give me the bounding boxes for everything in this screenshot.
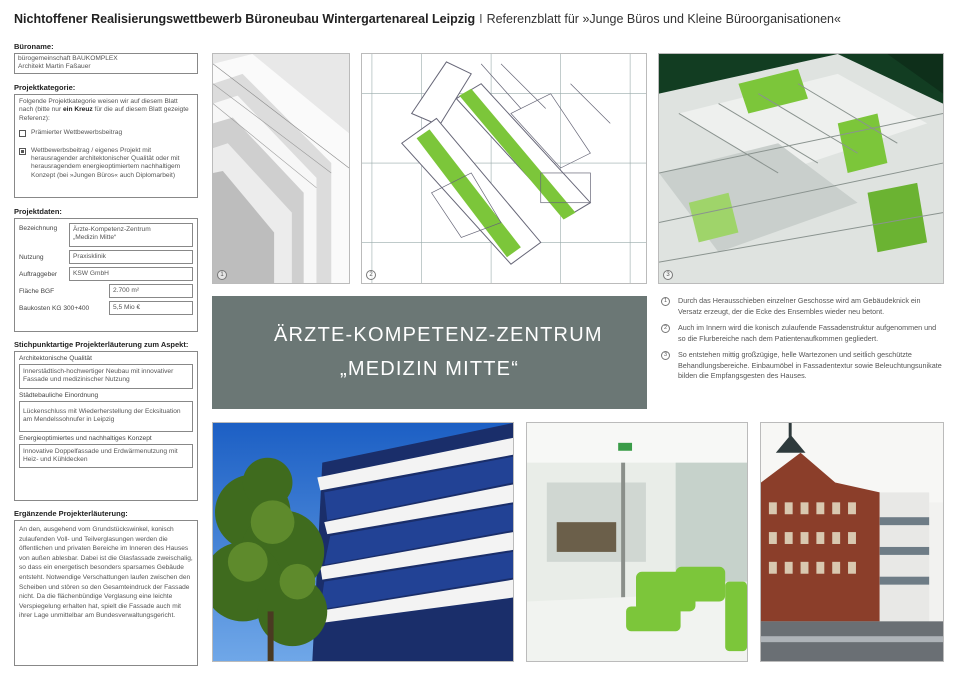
- aspekte-box: [14, 351, 198, 501]
- bueroname-title: Büroname:: [14, 42, 54, 51]
- projektdaten-box: [14, 218, 198, 332]
- header-separator: I: [479, 12, 483, 26]
- bueroname-section: [14, 42, 198, 74]
- bueroname-field[interactable]: [14, 53, 198, 74]
- bueroname-line2: Architekt Martin Faßauer: [18, 63, 91, 71]
- option-eigenes-projekt: [19, 147, 193, 181]
- aspekt-staedtebau-field[interactable]: Lückenschluss mit Wiederherstellung der Ecksituation am Mendelssohnufer in Leipzig: [19, 401, 193, 432]
- baukosten-row: [19, 301, 193, 315]
- auftraggeber-row: [19, 267, 193, 281]
- description-text-1: Durch das Herausschieben einzelner Geschosse wird am Gebäudeknick ein Versatz erzeugt, der die Ecke des Ensembles wieder neu betont.: [678, 296, 921, 316]
- figure-2-number: 2: [366, 270, 376, 280]
- option-eigenes-projekt-label: Wettbewerbsbeitrag / eigenes Projekt mit herausragender architektonischer Qualität oder mit herausragendem energieoptimiertem nachhaltigem Konzept (bei »Jungen Büros« auch Diplomarbeit): [31, 146, 181, 179]
- description-item-1: [661, 296, 943, 317]
- description-text-3: So entstehen mittig großzügige, helle Wartezonen und seitlich geschützte Behandlungsbereiche. Einbaumöbel in Fassadentextur sowie Beleuchtungsunikate bilden die Empfangsgesten des Hauses.: [678, 350, 942, 380]
- bezeichnung-value1: Ärzte-Kompetenz-Zentrum: [73, 226, 151, 233]
- figure-1-number: 1: [217, 270, 227, 280]
- nutzung-field[interactable]: Praxisklinik: [69, 250, 193, 264]
- photo-street: [760, 422, 944, 662]
- figure-3-3d-model: [658, 53, 944, 284]
- flaeche-row: [19, 284, 193, 298]
- aspekte-title: Stichpunktartige Projekterläuterung zum Aspekt:: [14, 340, 189, 349]
- banner-line2: „MEDIZIN MITTE“: [340, 358, 520, 380]
- kategorie-intro-post: für die auf diesem Blatt gezeigte Referenz):: [19, 106, 189, 122]
- photo-facade: [212, 422, 514, 662]
- aspekt-architektur-field[interactable]: Innerstädtisch-hochwertiger Neubau mit innovativer Fassade und medizinischer Nutzung: [19, 364, 193, 389]
- floor-plan-drawing: [362, 54, 646, 283]
- aspekt-architektur-label: Architektonische Qualität: [19, 355, 92, 362]
- bezeichnung-row: [19, 223, 193, 247]
- kategorie-title: Projektkategorie:: [14, 83, 76, 92]
- checkbox-praemiert[interactable]: [19, 130, 26, 137]
- baukosten-field[interactable]: 5,5 Mio €: [109, 301, 193, 315]
- checkbox-eigenes-projekt[interactable]: [19, 148, 26, 155]
- figure-descriptions: [661, 296, 943, 388]
- flaeche-label: Fläche BGF: [19, 287, 55, 295]
- aspekt-energie-label: Energieoptimiertes und nachhaltiges Konzept: [19, 434, 152, 442]
- figure-3-number: 3: [663, 270, 673, 280]
- page-header: [14, 12, 841, 26]
- description-item-3: [661, 350, 943, 382]
- bueroname-line1: bürogemeinschaft BAUKOMPLEX: [18, 55, 118, 62]
- photo-interior: [526, 422, 748, 662]
- description-number-2: 2: [661, 324, 670, 333]
- bezeichnung-field[interactable]: [69, 223, 193, 247]
- banner-line1: ÄRZTE-KOMPETENZ-ZENTRUM: [274, 324, 603, 346]
- page-subtitle: Referenzblatt für »Junge Büros und Kleine Büroorganisationen«: [486, 12, 841, 26]
- description-text-2: Auch im Innern wird die konisch zulaufende Fassadenstruktur aufgenommen und so die Flurbereiche nach dem Patientenaufkommen gegliedert.: [678, 323, 937, 343]
- baukosten-label: Baukosten KG 300+400: [19, 304, 90, 312]
- nutzung-label: Nutzung: [19, 253, 44, 261]
- street-photo-drawing: [761, 423, 943, 661]
- kategorie-section: [14, 83, 198, 198]
- page-title: Nichtoffener Realisierungswettbewerb Büroneubau Wintergartenareal Leipzig: [14, 12, 476, 26]
- figure-2-floor-plan: [361, 53, 647, 284]
- bezeichnung-value2: „Medizin Mitte“: [73, 234, 117, 241]
- kategorie-intro-bold: ein Kreuz: [62, 106, 93, 114]
- description-number-3: 3: [661, 351, 670, 360]
- bezeichnung-label: Bezeichnung: [19, 225, 58, 232]
- description-number-1: 1: [661, 297, 670, 306]
- flaeche-field[interactable]: 2.700 m²: [109, 284, 193, 298]
- kategorie-box: [14, 94, 198, 198]
- project-title-banner: [212, 296, 647, 409]
- ergaenzung-section: [14, 509, 198, 666]
- nutzung-row: [19, 250, 193, 264]
- aspekt-staedtebau-label: Städtebauliche Einordnung: [19, 391, 99, 399]
- aspekt-energie-field[interactable]: Innovative Doppelfassade und Erdwärmenutzung mit Heiz- und Kühldecken: [19, 444, 193, 469]
- interior-photo-drawing: [527, 423, 747, 661]
- aspekte-section: [14, 340, 198, 501]
- form-column: [14, 42, 198, 666]
- projektdaten-title: Projektdaten:: [14, 207, 62, 216]
- kategorie-intro: [19, 98, 193, 123]
- ergaenzung-title: Ergänzende Projekterläuterung:: [14, 509, 128, 518]
- auftraggeber-field[interactable]: KSW GmbH: [69, 267, 193, 281]
- auftraggeber-label: Auftraggeber: [19, 270, 58, 278]
- ergaenzung-field[interactable]: An den, ausgehend vom Grundstückswinkel, konisch zulaufenden Voll- und Teilverglasungen werden die öffentlichen und privaten Bereiche im Inneren des Hauses von außen ablesbar. Dabei ist die Glasfassade zweischalig, so dass ein energetisch besonders sparsames Gebäude entsteht. Notwendige Verschattungen laufen zwischen den Scheiben und stören so den Gesamteindruck der Fassade nicht. Da die flächenbündige Verglasung eine leichte Verspiegelung erhalten hat, spielt die Fassade auch mit ihrer Lage unmittelbar am Bundesverwaltungsgericht.: [14, 520, 198, 666]
- figure-1-model-corner: [212, 53, 350, 284]
- kategorie-intro-pre: Folgende Projektkategorie weisen wir auf diesem Blatt nach (bitte nur: [19, 98, 178, 114]
- option-praemiert-label: Prämierter Wettbewerbsbeitrag: [31, 129, 123, 137]
- model-corner-drawing: [213, 54, 349, 283]
- option-praemiert: [19, 129, 193, 137]
- 3d-model-drawing: [659, 54, 943, 283]
- projektdaten-section: [14, 207, 198, 332]
- facade-photo-drawing: [213, 423, 513, 661]
- description-item-2: [661, 323, 943, 344]
